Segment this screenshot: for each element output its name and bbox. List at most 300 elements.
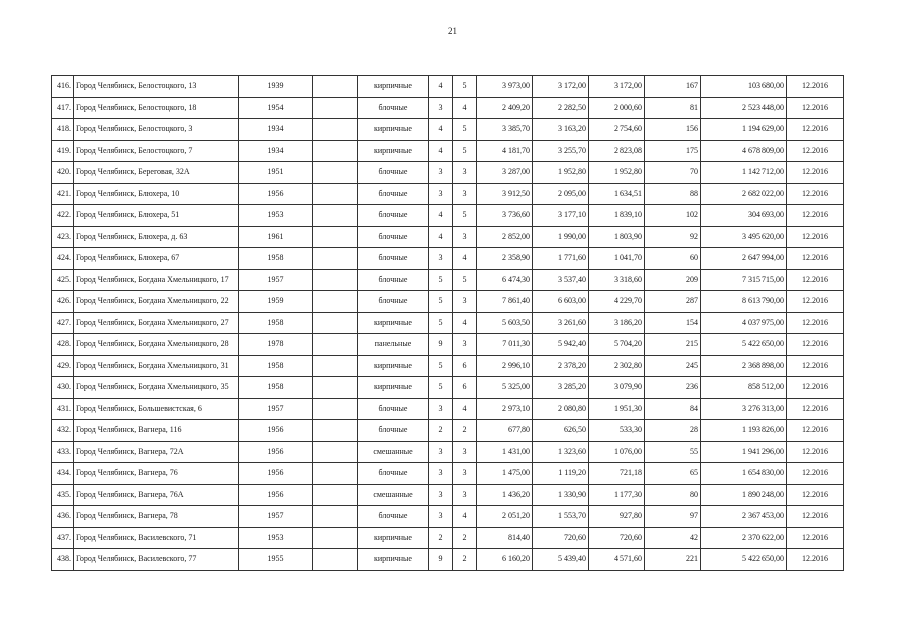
empty-cell bbox=[313, 291, 358, 313]
date-cell: 12.2016 bbox=[787, 162, 844, 184]
living-area-cell: 5 942,40 bbox=[533, 334, 589, 356]
table-row bbox=[52, 248, 844, 270]
address-cell: Город Челябинск, Богдана Хмельницкого, 35 bbox=[74, 377, 239, 399]
cost-cell: 1 654 830,00 bbox=[701, 463, 787, 485]
wall-material-cell: кирпичные bbox=[358, 312, 429, 334]
row-number: 420. bbox=[52, 162, 74, 184]
year-built-cell: 1953 bbox=[239, 205, 313, 227]
year-built-cell: 1953 bbox=[239, 527, 313, 549]
row-number: 438. bbox=[52, 549, 74, 571]
address-cell: Город Челябинск, Белостоцкого, 3 bbox=[74, 119, 239, 141]
date-cell: 12.2016 bbox=[787, 312, 844, 334]
residents-count-cell: 175 bbox=[645, 140, 701, 162]
empty-cell bbox=[313, 205, 358, 227]
address-cell: Город Челябинск, Блюхера, 51 bbox=[74, 205, 239, 227]
row-number: 423. bbox=[52, 226, 74, 248]
living-area-cell: 6 603,00 bbox=[533, 291, 589, 313]
empty-cell bbox=[313, 549, 358, 571]
wall-material-cell: кирпичные bbox=[358, 76, 429, 98]
total-area-cell: 3 287,00 bbox=[477, 162, 533, 184]
date-cell: 12.2016 bbox=[787, 484, 844, 506]
living-area-cell: 1 990,00 bbox=[533, 226, 589, 248]
total-area-cell: 2 409,20 bbox=[477, 97, 533, 119]
row-number: 428. bbox=[52, 334, 74, 356]
cost-cell: 3 495 620,00 bbox=[701, 226, 787, 248]
entrances-cell: 5 bbox=[453, 269, 477, 291]
living-area-cell: 3 255,70 bbox=[533, 140, 589, 162]
date-cell: 12.2016 bbox=[787, 398, 844, 420]
living-area-cell: 1 553,70 bbox=[533, 506, 589, 528]
row-number: 426. bbox=[52, 291, 74, 313]
residents-count-cell: 209 bbox=[645, 269, 701, 291]
table-row bbox=[52, 269, 844, 291]
table-row bbox=[52, 355, 844, 377]
year-built-cell: 1957 bbox=[239, 398, 313, 420]
row-number: 419. bbox=[52, 140, 74, 162]
living-area-cell: 1 952,80 bbox=[533, 162, 589, 184]
date-cell: 12.2016 bbox=[787, 76, 844, 98]
residential-area-cell: 4 571,60 bbox=[589, 549, 645, 571]
empty-cell bbox=[313, 183, 358, 205]
wall-material-cell: смешанные bbox=[358, 484, 429, 506]
living-area-cell: 3 172,00 bbox=[533, 76, 589, 98]
date-cell: 12.2016 bbox=[787, 506, 844, 528]
floors-cell: 9 bbox=[429, 334, 453, 356]
address-cell: Город Челябинск, Белостоцкого, 18 bbox=[74, 97, 239, 119]
residential-area-cell: 1 952,80 bbox=[589, 162, 645, 184]
address-cell: Город Челябинск, Василевского, 71 bbox=[74, 527, 239, 549]
empty-cell bbox=[313, 312, 358, 334]
total-area-cell: 6 474,30 bbox=[477, 269, 533, 291]
year-built-cell: 1958 bbox=[239, 312, 313, 334]
year-built-cell: 1955 bbox=[239, 549, 313, 571]
residents-count-cell: 28 bbox=[645, 420, 701, 442]
residential-area-cell: 1 634,51 bbox=[589, 183, 645, 205]
entrances-cell: 5 bbox=[453, 76, 477, 98]
row-number: 429. bbox=[52, 355, 74, 377]
table-row bbox=[52, 527, 844, 549]
entrances-cell: 3 bbox=[453, 441, 477, 463]
address-cell: Город Челябинск, Богдана Хмельницкого, 28 bbox=[74, 334, 239, 356]
entrances-cell: 3 bbox=[453, 183, 477, 205]
table-row bbox=[52, 76, 844, 98]
residents-count-cell: 80 bbox=[645, 484, 701, 506]
residential-area-cell: 1 951,30 bbox=[589, 398, 645, 420]
residential-area-cell: 3 172,00 bbox=[589, 76, 645, 98]
table-row bbox=[52, 183, 844, 205]
cost-cell: 2 367 453,00 bbox=[701, 506, 787, 528]
date-cell: 12.2016 bbox=[787, 355, 844, 377]
address-cell: Город Челябинск, Блюхера, 10 bbox=[74, 183, 239, 205]
wall-material-cell: блочные bbox=[358, 248, 429, 270]
entrances-cell: 2 bbox=[453, 549, 477, 571]
cost-cell: 2 647 994,00 bbox=[701, 248, 787, 270]
floors-cell: 4 bbox=[429, 119, 453, 141]
cost-cell: 1 193 826,00 bbox=[701, 420, 787, 442]
table-row bbox=[52, 334, 844, 356]
total-area-cell: 1 475,00 bbox=[477, 463, 533, 485]
empty-cell bbox=[313, 355, 358, 377]
residential-area-cell: 2 302,80 bbox=[589, 355, 645, 377]
residential-area-cell: 4 229,70 bbox=[589, 291, 645, 313]
total-area-cell: 5 603,50 bbox=[477, 312, 533, 334]
empty-cell bbox=[313, 162, 358, 184]
floors-cell: 3 bbox=[429, 183, 453, 205]
year-built-cell: 1956 bbox=[239, 420, 313, 442]
residential-area-cell: 720,60 bbox=[589, 527, 645, 549]
row-number: 431. bbox=[52, 398, 74, 420]
living-area-cell: 3 177,10 bbox=[533, 205, 589, 227]
floors-cell: 5 bbox=[429, 291, 453, 313]
cost-cell: 2 370 622,00 bbox=[701, 527, 787, 549]
address-cell: Город Челябинск, Василевского, 77 bbox=[74, 549, 239, 571]
cost-cell: 858 512,00 bbox=[701, 377, 787, 399]
empty-cell bbox=[313, 420, 358, 442]
living-area-cell: 626,50 bbox=[533, 420, 589, 442]
wall-material-cell: кирпичные bbox=[358, 140, 429, 162]
entrances-cell: 3 bbox=[453, 162, 477, 184]
date-cell: 12.2016 bbox=[787, 248, 844, 270]
table-row bbox=[52, 205, 844, 227]
living-area-cell: 3 163,20 bbox=[533, 119, 589, 141]
wall-material-cell: блочные bbox=[358, 291, 429, 313]
table-row bbox=[52, 549, 844, 571]
residents-count-cell: 55 bbox=[645, 441, 701, 463]
date-cell: 12.2016 bbox=[787, 97, 844, 119]
year-built-cell: 1951 bbox=[239, 162, 313, 184]
date-cell: 12.2016 bbox=[787, 527, 844, 549]
residential-area-cell: 3 318,60 bbox=[589, 269, 645, 291]
date-cell: 12.2016 bbox=[787, 334, 844, 356]
empty-cell bbox=[313, 76, 358, 98]
total-area-cell: 6 160,20 bbox=[477, 549, 533, 571]
entrances-cell: 2 bbox=[453, 527, 477, 549]
floors-cell: 3 bbox=[429, 162, 453, 184]
floors-cell: 5 bbox=[429, 312, 453, 334]
table-row bbox=[52, 441, 844, 463]
entrances-cell: 6 bbox=[453, 377, 477, 399]
year-built-cell: 1957 bbox=[239, 269, 313, 291]
residents-count-cell: 70 bbox=[645, 162, 701, 184]
address-cell: Город Челябинск, Вагнера, 76А bbox=[74, 484, 239, 506]
entrances-cell: 4 bbox=[453, 506, 477, 528]
residents-count-cell: 236 bbox=[645, 377, 701, 399]
residents-count-cell: 97 bbox=[645, 506, 701, 528]
total-area-cell: 2 852,00 bbox=[477, 226, 533, 248]
wall-material-cell: блочные bbox=[358, 162, 429, 184]
address-cell: Город Челябинск, Большевистская, 6 bbox=[74, 398, 239, 420]
cost-cell: 1 941 296,00 bbox=[701, 441, 787, 463]
wall-material-cell: блочные bbox=[358, 398, 429, 420]
floors-cell: 5 bbox=[429, 377, 453, 399]
wall-material-cell: блочные bbox=[358, 183, 429, 205]
date-cell: 12.2016 bbox=[787, 119, 844, 141]
residential-area-cell: 1 803,90 bbox=[589, 226, 645, 248]
residential-area-cell: 1 839,10 bbox=[589, 205, 645, 227]
living-area-cell: 1 119,20 bbox=[533, 463, 589, 485]
address-cell: Город Челябинск, Белостоцкого, 13 bbox=[74, 76, 239, 98]
living-area-cell: 1 330,90 bbox=[533, 484, 589, 506]
row-number: 427. bbox=[52, 312, 74, 334]
wall-material-cell: блочные bbox=[358, 463, 429, 485]
entrances-cell: 5 bbox=[453, 119, 477, 141]
floors-cell: 3 bbox=[429, 441, 453, 463]
year-built-cell: 1956 bbox=[239, 441, 313, 463]
entrances-cell: 5 bbox=[453, 205, 477, 227]
cost-cell: 4 678 809,00 bbox=[701, 140, 787, 162]
empty-cell bbox=[313, 119, 358, 141]
row-number: 417. bbox=[52, 97, 74, 119]
wall-material-cell: блочные bbox=[358, 226, 429, 248]
residents-count-cell: 60 bbox=[645, 248, 701, 270]
total-area-cell: 4 181,70 bbox=[477, 140, 533, 162]
row-number: 430. bbox=[52, 377, 74, 399]
address-cell: Город Челябинск, Береговая, 32А bbox=[74, 162, 239, 184]
residential-area-cell: 721,18 bbox=[589, 463, 645, 485]
row-number: 422. bbox=[52, 205, 74, 227]
table-row bbox=[52, 97, 844, 119]
residents-count-cell: 245 bbox=[645, 355, 701, 377]
floors-cell: 2 bbox=[429, 420, 453, 442]
entrances-cell: 3 bbox=[453, 484, 477, 506]
residential-area-cell: 927,80 bbox=[589, 506, 645, 528]
table-row bbox=[52, 398, 844, 420]
total-area-cell: 2 996,10 bbox=[477, 355, 533, 377]
floors-cell: 4 bbox=[429, 226, 453, 248]
empty-cell bbox=[313, 226, 358, 248]
floors-cell: 4 bbox=[429, 76, 453, 98]
entrances-cell: 5 bbox=[453, 140, 477, 162]
residential-area-cell: 533,30 bbox=[589, 420, 645, 442]
year-built-cell: 1958 bbox=[239, 377, 313, 399]
table-row bbox=[52, 291, 844, 313]
table-row bbox=[52, 226, 844, 248]
address-cell: Город Челябинск, Вагнера, 116 bbox=[74, 420, 239, 442]
floors-cell: 3 bbox=[429, 484, 453, 506]
address-cell: Город Челябинск, Белостоцкого, 7 bbox=[74, 140, 239, 162]
cost-cell: 1 194 629,00 bbox=[701, 119, 787, 141]
floors-cell: 5 bbox=[429, 269, 453, 291]
row-number: 416. bbox=[52, 76, 74, 98]
address-cell: Город Челябинск, Блюхера, 67 bbox=[74, 248, 239, 270]
living-area-cell: 1 771,60 bbox=[533, 248, 589, 270]
entrances-cell: 3 bbox=[453, 463, 477, 485]
empty-cell bbox=[313, 527, 358, 549]
address-cell: Город Челябинск, Блюхера, д. 63 bbox=[74, 226, 239, 248]
total-area-cell: 2 973,10 bbox=[477, 398, 533, 420]
date-cell: 12.2016 bbox=[787, 269, 844, 291]
entrances-cell: 3 bbox=[453, 291, 477, 313]
cost-cell: 2 523 448,00 bbox=[701, 97, 787, 119]
table-row bbox=[52, 420, 844, 442]
year-built-cell: 1957 bbox=[239, 506, 313, 528]
living-area-cell: 1 323,60 bbox=[533, 441, 589, 463]
floors-cell: 4 bbox=[429, 205, 453, 227]
date-cell: 12.2016 bbox=[787, 463, 844, 485]
total-area-cell: 7 011,30 bbox=[477, 334, 533, 356]
floors-cell: 3 bbox=[429, 97, 453, 119]
housing-registry-table bbox=[51, 75, 844, 571]
cost-cell: 2 368 898,00 bbox=[701, 355, 787, 377]
table-row bbox=[52, 140, 844, 162]
year-built-cell: 1959 bbox=[239, 291, 313, 313]
empty-cell bbox=[313, 140, 358, 162]
date-cell: 12.2016 bbox=[787, 549, 844, 571]
wall-material-cell: кирпичные bbox=[358, 119, 429, 141]
residential-area-cell: 1 177,30 bbox=[589, 484, 645, 506]
cost-cell: 5 422 650,00 bbox=[701, 334, 787, 356]
residential-area-cell: 2 000,60 bbox=[589, 97, 645, 119]
living-area-cell: 3 261,60 bbox=[533, 312, 589, 334]
total-area-cell: 7 861,40 bbox=[477, 291, 533, 313]
row-number: 437. bbox=[52, 527, 74, 549]
residents-count-cell: 215 bbox=[645, 334, 701, 356]
residential-area-cell: 2 823,08 bbox=[589, 140, 645, 162]
residents-count-cell: 84 bbox=[645, 398, 701, 420]
wall-material-cell: блочные bbox=[358, 97, 429, 119]
cost-cell: 1 890 248,00 bbox=[701, 484, 787, 506]
empty-cell bbox=[313, 97, 358, 119]
year-built-cell: 1958 bbox=[239, 355, 313, 377]
living-area-cell: 5 439,40 bbox=[533, 549, 589, 571]
year-built-cell: 1956 bbox=[239, 183, 313, 205]
wall-material-cell: блочные bbox=[358, 205, 429, 227]
wall-material-cell: кирпичные bbox=[358, 377, 429, 399]
residential-area-cell: 1 041,70 bbox=[589, 248, 645, 270]
total-area-cell: 3 912,50 bbox=[477, 183, 533, 205]
row-number: 425. bbox=[52, 269, 74, 291]
total-area-cell: 3 736,60 bbox=[477, 205, 533, 227]
residential-area-cell: 1 076,00 bbox=[589, 441, 645, 463]
residents-count-cell: 154 bbox=[645, 312, 701, 334]
year-built-cell: 1954 bbox=[239, 97, 313, 119]
total-area-cell: 677,80 bbox=[477, 420, 533, 442]
year-built-cell: 1958 bbox=[239, 248, 313, 270]
table-row bbox=[52, 506, 844, 528]
wall-material-cell: панельные bbox=[358, 334, 429, 356]
floors-cell: 9 bbox=[429, 549, 453, 571]
total-area-cell: 1 436,20 bbox=[477, 484, 533, 506]
empty-cell bbox=[313, 248, 358, 270]
total-area-cell: 2 358,90 bbox=[477, 248, 533, 270]
date-cell: 12.2016 bbox=[787, 441, 844, 463]
entrances-cell: 6 bbox=[453, 355, 477, 377]
table-row bbox=[52, 312, 844, 334]
date-cell: 12.2016 bbox=[787, 226, 844, 248]
empty-cell bbox=[313, 484, 358, 506]
table-row bbox=[52, 162, 844, 184]
living-area-cell: 2 378,20 bbox=[533, 355, 589, 377]
address-cell: Город Челябинск, Вагнера, 78 bbox=[74, 506, 239, 528]
cost-cell: 3 276 313,00 bbox=[701, 398, 787, 420]
cost-cell: 103 680,00 bbox=[701, 76, 787, 98]
empty-cell bbox=[313, 506, 358, 528]
date-cell: 12.2016 bbox=[787, 205, 844, 227]
residents-count-cell: 167 bbox=[645, 76, 701, 98]
cost-cell: 7 315 715,00 bbox=[701, 269, 787, 291]
total-area-cell: 5 325,00 bbox=[477, 377, 533, 399]
floors-cell: 2 bbox=[429, 527, 453, 549]
total-area-cell: 814,40 bbox=[477, 527, 533, 549]
row-number: 432. bbox=[52, 420, 74, 442]
cost-cell: 4 037 975,00 bbox=[701, 312, 787, 334]
empty-cell bbox=[313, 377, 358, 399]
year-built-cell: 1961 bbox=[239, 226, 313, 248]
residents-count-cell: 221 bbox=[645, 549, 701, 571]
entrances-cell: 4 bbox=[453, 312, 477, 334]
residents-count-cell: 42 bbox=[645, 527, 701, 549]
living-area-cell: 3 537,40 bbox=[533, 269, 589, 291]
floors-cell: 3 bbox=[429, 463, 453, 485]
entrances-cell: 4 bbox=[453, 248, 477, 270]
residents-count-cell: 65 bbox=[645, 463, 701, 485]
wall-material-cell: смешанные bbox=[358, 441, 429, 463]
empty-cell bbox=[313, 334, 358, 356]
residential-area-cell: 5 704,20 bbox=[589, 334, 645, 356]
wall-material-cell: блочные bbox=[358, 269, 429, 291]
year-built-cell: 1939 bbox=[239, 76, 313, 98]
address-cell: Город Челябинск, Вагнера, 76 bbox=[74, 463, 239, 485]
residents-count-cell: 156 bbox=[645, 119, 701, 141]
table-row bbox=[52, 119, 844, 141]
empty-cell bbox=[313, 398, 358, 420]
wall-material-cell: кирпичные bbox=[358, 355, 429, 377]
empty-cell bbox=[313, 463, 358, 485]
cost-cell: 1 142 712,00 bbox=[701, 162, 787, 184]
residential-area-cell: 2 754,60 bbox=[589, 119, 645, 141]
row-number: 418. bbox=[52, 119, 74, 141]
residents-count-cell: 92 bbox=[645, 226, 701, 248]
floors-cell: 4 bbox=[429, 140, 453, 162]
entrances-cell: 4 bbox=[453, 97, 477, 119]
wall-material-cell: кирпичные bbox=[358, 527, 429, 549]
row-number: 421. bbox=[52, 183, 74, 205]
living-area-cell: 2 095,00 bbox=[533, 183, 589, 205]
page-number: 21 bbox=[448, 26, 457, 36]
total-area-cell: 3 385,70 bbox=[477, 119, 533, 141]
date-cell: 12.2016 bbox=[787, 420, 844, 442]
cost-cell: 8 613 790,00 bbox=[701, 291, 787, 313]
residents-count-cell: 88 bbox=[645, 183, 701, 205]
living-area-cell: 2 282,50 bbox=[533, 97, 589, 119]
empty-cell bbox=[313, 441, 358, 463]
total-area-cell: 3 973,00 bbox=[477, 76, 533, 98]
residents-count-cell: 81 bbox=[645, 97, 701, 119]
floors-cell: 3 bbox=[429, 398, 453, 420]
floors-cell: 3 bbox=[429, 248, 453, 270]
living-area-cell: 3 285,20 bbox=[533, 377, 589, 399]
floors-cell: 3 bbox=[429, 506, 453, 528]
residents-count-cell: 102 bbox=[645, 205, 701, 227]
wall-material-cell: блочные bbox=[358, 420, 429, 442]
table-row bbox=[52, 463, 844, 485]
address-cell: Город Челябинск, Богдана Хмельницкого, 17 bbox=[74, 269, 239, 291]
living-area-cell: 2 080,80 bbox=[533, 398, 589, 420]
year-built-cell: 1956 bbox=[239, 484, 313, 506]
row-number: 436. bbox=[52, 506, 74, 528]
address-cell: Город Челябинск, Богдана Хмельницкого, 22 bbox=[74, 291, 239, 313]
total-area-cell: 2 051,20 bbox=[477, 506, 533, 528]
table-row bbox=[52, 377, 844, 399]
address-cell: Город Челябинск, Богдана Хмельницкого, 27 bbox=[74, 312, 239, 334]
row-number: 435. bbox=[52, 484, 74, 506]
entrances-cell: 4 bbox=[453, 398, 477, 420]
row-number: 434. bbox=[52, 463, 74, 485]
residents-count-cell: 287 bbox=[645, 291, 701, 313]
cost-cell: 304 693,00 bbox=[701, 205, 787, 227]
year-built-cell: 1934 bbox=[239, 140, 313, 162]
row-number: 424. bbox=[52, 248, 74, 270]
